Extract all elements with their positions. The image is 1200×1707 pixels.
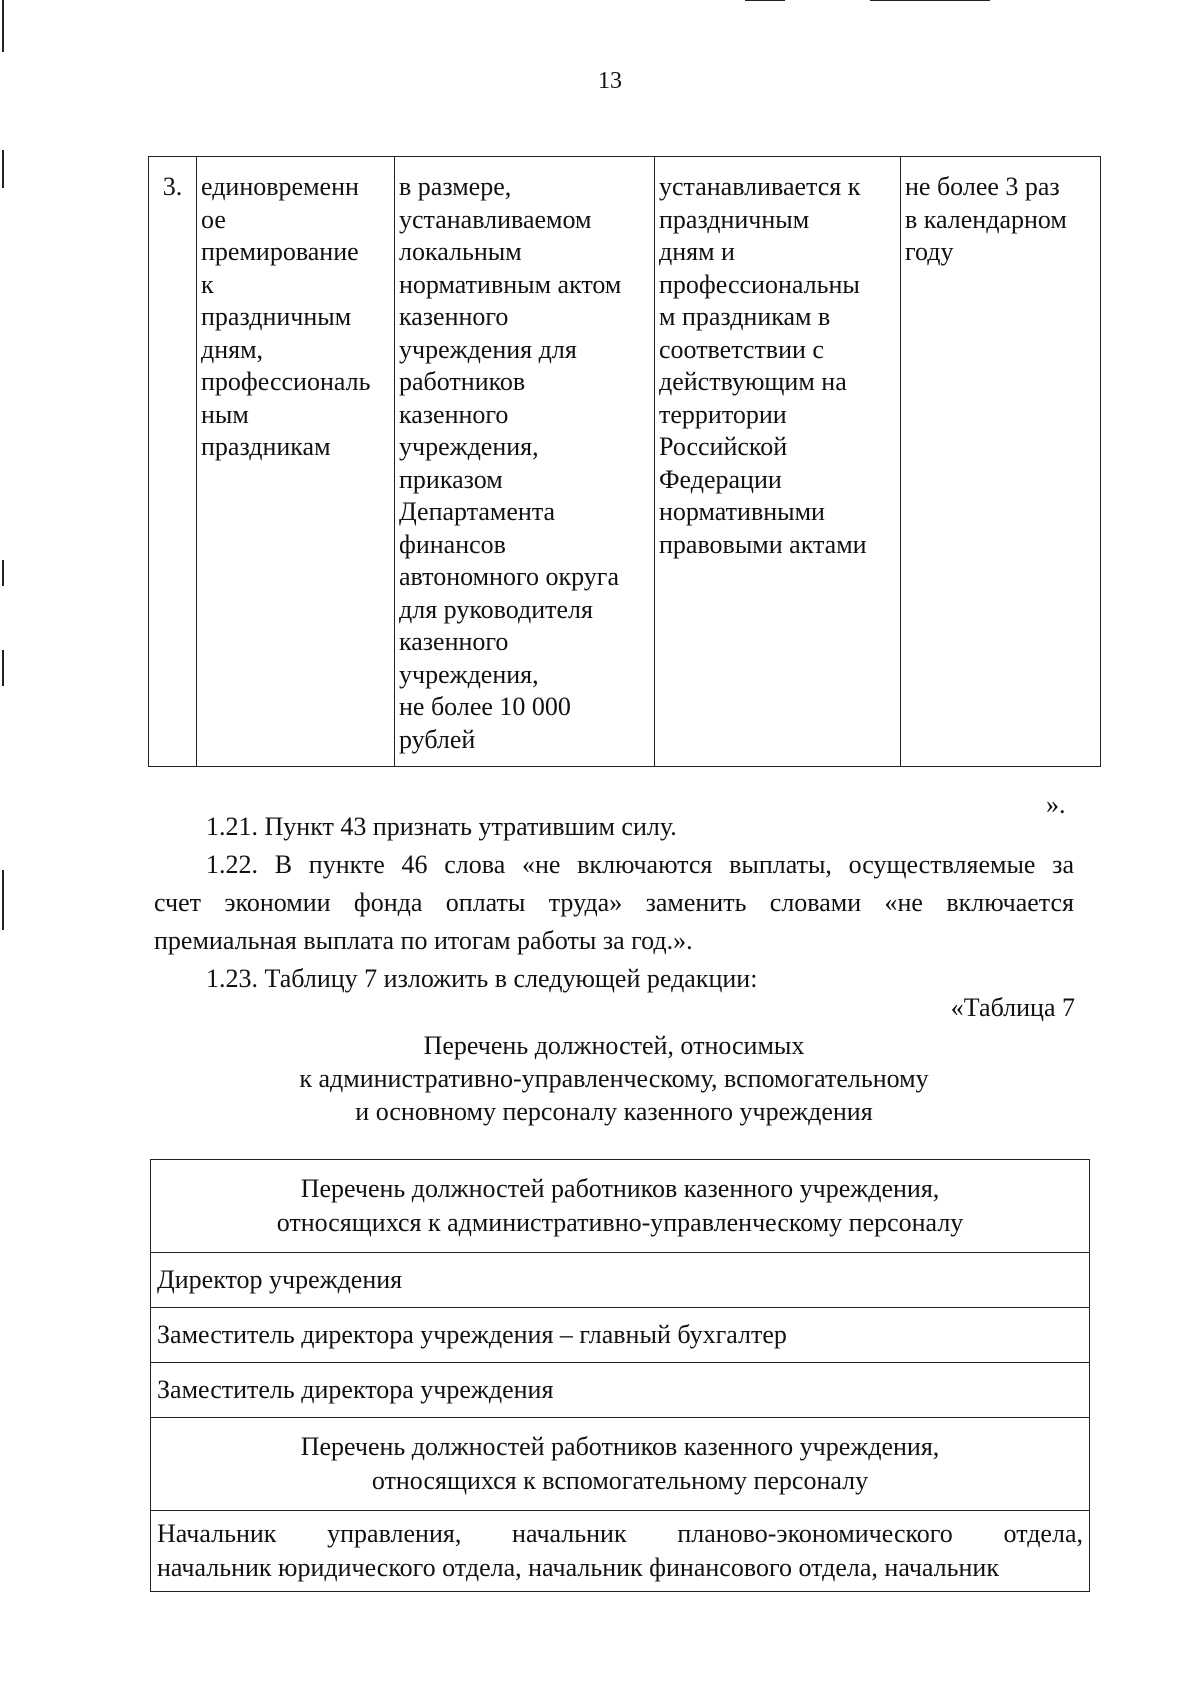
- support-positions-list: Начальник управления, начальник планово-экономического отдела, начальник юридического отдела, начальник финансового отдела, начальник: [151, 1511, 1090, 1592]
- scan-edge-mark: [745, 0, 785, 1]
- table-row: [151, 1418, 1090, 1511]
- payment-frequency-cell: не более 3 раз в календарном году: [901, 157, 1101, 767]
- scan-edge-mark: [2, 870, 4, 930]
- page-number: 13: [598, 68, 622, 94]
- table-row: [151, 1160, 1090, 1253]
- scan-edge-mark: [2, 560, 4, 586]
- positions-table: [150, 1159, 1090, 1592]
- table-label: «Таблица 7: [950, 993, 1075, 1022]
- scan-edge-mark: [2, 150, 4, 188]
- payment-name-cell: единовременн ое премирование к праздничным дням, профессиональ ным праздникам: [197, 157, 395, 767]
- table-row: [151, 1253, 1090, 1308]
- payment-condition-cell: устанавливается к праздничным дням и профессиональны м праздникам в соответствии с действующим на территории Российской Федерации нормативными правовыми актами: [655, 157, 901, 767]
- table-row: [151, 1363, 1090, 1418]
- scan-edge-mark: [2, 650, 4, 686]
- section-header-support: Перечень должностей работников казенного учреждения, относящихся к вспомогательному персоналу: [151, 1418, 1090, 1511]
- scan-edge-mark: [870, 0, 990, 1]
- payment-amount-cell: в размере, устанавливаемом локальным нормативным актом казенного учреждения для работников казенного учреждения, приказом Департамента финансов автономного округа для руководителя казенного учреждения, не более 10 000 рублей: [395, 157, 655, 767]
- paragraph-1-23: 1.23. Таблицу 7 изложить в следующей редакции:: [206, 964, 758, 993]
- paragraph-1-22: 1.22. В пункте 46 слова «не включаются выплаты, осуществляемые за счет экономии фонда оплаты труда» заменить словами «не включается премиальная выплата по итогам работы за год.».: [154, 850, 1074, 955]
- position-deputy-director: Заместитель директора учреждения: [151, 1363, 1090, 1418]
- section-header-admin: Перечень должностей работников казенного учреждения, относящихся к административно-управленческому персоналу: [151, 1160, 1090, 1253]
- table-row: [151, 1308, 1090, 1363]
- table-title: Перечень должностей, относимых к административно-управленческому, вспомогательному и основному персоналу казенного учреждения: [299, 1031, 929, 1126]
- paragraph-1-21: 1.21. Пункт 43 признать утратившим силу.: [206, 812, 677, 841]
- table-row: [151, 1511, 1090, 1592]
- closing-quote: ».: [1046, 790, 1066, 819]
- position-deputy-chief-accountant: Заместитель директора учреждения – главный бухгалтер: [151, 1308, 1090, 1363]
- payments-table: [148, 156, 1101, 767]
- scan-edge-mark: [2, 0, 4, 52]
- position-director: Директор учреждения: [151, 1253, 1090, 1308]
- table-row: [149, 157, 1101, 767]
- row-number: 3.: [149, 157, 197, 767]
